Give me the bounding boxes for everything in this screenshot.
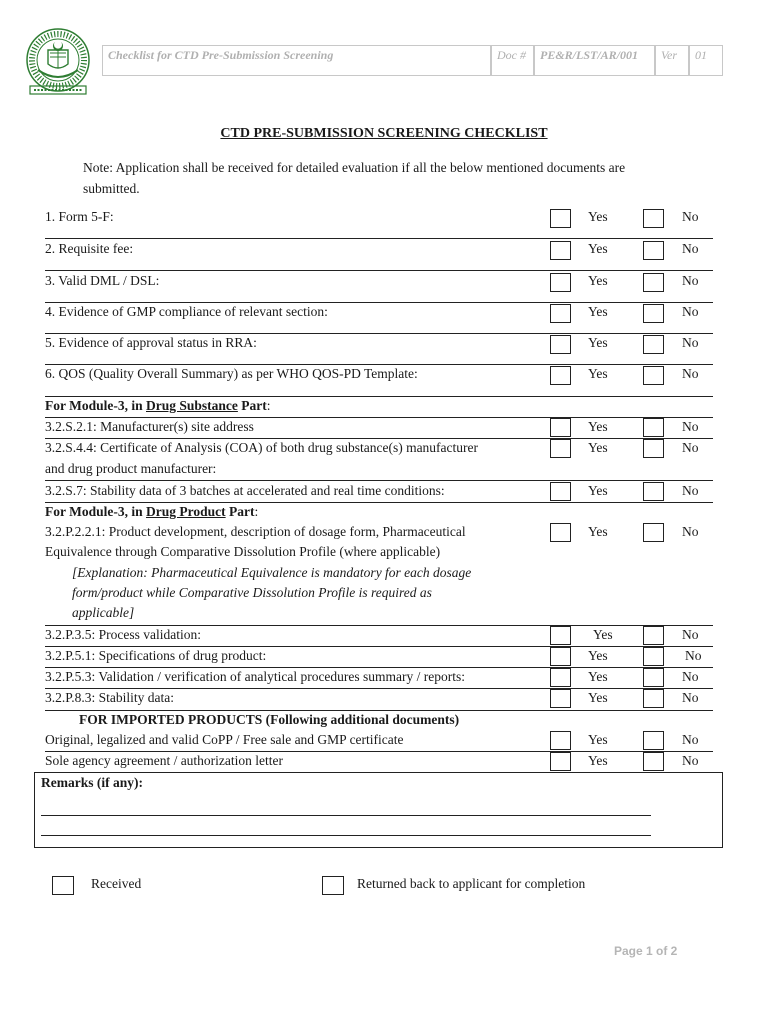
header-doc-label: Doc #: [491, 45, 534, 76]
yes-label: Yes: [588, 209, 608, 224]
no-label: No: [682, 419, 699, 434]
checklist-row: [45, 364, 713, 397]
yes-checkbox[interactable]: [550, 647, 571, 666]
yes-checkbox[interactable]: [550, 209, 571, 228]
section-heading-imported-products: FOR IMPORTED PRODUCTS (Following additional documents): [79, 712, 460, 727]
checklist-row: [45, 667, 713, 689]
checklist-row: [45, 522, 713, 626]
no-label: No: [682, 669, 699, 684]
no-checkbox[interactable]: [643, 689, 664, 708]
no-checkbox[interactable]: [643, 668, 664, 687]
no-label: No: [682, 690, 699, 705]
row-label: 3.2.S.7: Stability data of 3 batches at accelerated and real time conditions:: [45, 483, 445, 498]
explanation-text: form/product while Comparative Dissolution Profile is required as: [72, 585, 432, 600]
row-label: 3.2.S.2.1: Manufacturer(s) site address: [45, 419, 254, 434]
no-label: No: [682, 209, 699, 224]
no-label: No: [682, 732, 699, 747]
row-label: Original, legalized and valid CoPP / Free sale and GMP certificate: [45, 732, 404, 747]
row-label: 2. Requisite fee:: [45, 241, 134, 256]
page-number: Page 1 of 2: [614, 944, 678, 958]
no-label: No: [685, 648, 702, 663]
no-label: No: [682, 440, 699, 455]
returned-label: Returned back to applicant for completion: [357, 876, 586, 891]
remarks-label: Remarks (if any):: [41, 775, 143, 790]
no-checkbox[interactable]: [643, 335, 664, 354]
no-label: No: [682, 753, 699, 768]
yes-checkbox[interactable]: [550, 731, 571, 750]
yes-checkbox[interactable]: [550, 335, 571, 354]
no-checkbox[interactable]: [643, 626, 664, 645]
yes-checkbox[interactable]: [550, 668, 571, 687]
received-label: Received: [91, 876, 142, 891]
yes-label: Yes: [588, 335, 608, 350]
no-checkbox[interactable]: [643, 482, 664, 501]
row-label: Sole agency agreement / authorization letter: [45, 753, 284, 768]
yes-checkbox[interactable]: [550, 689, 571, 708]
yes-label: Yes: [588, 753, 608, 768]
no-checkbox[interactable]: [643, 731, 664, 750]
row-label: 3.2.P.8.3: Stability data:: [45, 690, 175, 705]
no-label: No: [682, 524, 699, 539]
row-label: 5. Evidence of approval status in RRA:: [45, 335, 257, 350]
explanation-text: applicable]: [72, 605, 135, 620]
row-label-continued: and drug product manufacturer:: [45, 461, 217, 476]
row-label: 4. Evidence of GMP compliance of relevant section:: [45, 304, 328, 319]
row-label: 6. QOS (Quality Overall Summary) as per WHO QOS-PD Template:: [45, 366, 418, 381]
yes-label: Yes: [588, 669, 608, 684]
no-checkbox[interactable]: [643, 273, 664, 292]
yes-checkbox[interactable]: [550, 482, 571, 501]
yes-label: Yes: [588, 440, 608, 455]
checklist-row: [45, 625, 713, 647]
checklist-row: [45, 480, 713, 503]
row-label: 3.2.S.4.4: Certificate of Analysis (COA) of both drug substance(s) manufacturer: [45, 440, 479, 455]
checklist-row: [45, 646, 713, 668]
section-heading-drug-product: For Module-3, in Drug Product Part:: [45, 504, 259, 519]
yes-checkbox[interactable]: [550, 304, 571, 323]
yes-checkbox[interactable]: [550, 523, 571, 542]
header-doc-title: Checklist for CTD Pre-Submission Screening: [102, 45, 491, 76]
page-title: CTD PRE-SUBMISSION SCREENING CHECKLIST: [220, 126, 548, 141]
yes-label: Yes: [588, 366, 608, 381]
checklist-row: [45, 688, 713, 711]
row-label: 1. Form 5-F:: [45, 209, 114, 224]
checklist-row: [45, 438, 713, 481]
yes-label: Yes: [588, 648, 608, 663]
remarks-line: [41, 835, 651, 836]
yes-checkbox[interactable]: [550, 273, 571, 292]
row-label-continued: Equivalence through Comparative Dissolution Profile (where applicable): [45, 544, 441, 559]
no-label: No: [682, 366, 699, 381]
row-label: 3.2.P.5.3: Validation / verification of analytical procedures summary / reports:: [45, 669, 466, 684]
intro-note: Note: Application shall be received for detailed evaluation if all the below mentioned documents are submitted.: [83, 160, 626, 196]
no-checkbox[interactable]: [643, 241, 664, 260]
yes-checkbox[interactable]: [550, 418, 571, 437]
no-label: No: [682, 335, 699, 350]
remarks-box[interactable]: [34, 772, 723, 848]
header-ver-label: Ver: [655, 45, 689, 76]
yes-label: Yes: [588, 732, 608, 747]
no-checkbox[interactable]: [643, 439, 664, 458]
yes-label: Yes: [588, 483, 608, 498]
yes-label: Yes: [588, 241, 608, 256]
header-ver-value: 01: [689, 45, 723, 76]
row-label: 3. Valid DML / DSL:: [45, 273, 160, 288]
yes-checkbox[interactable]: [550, 626, 571, 645]
no-label: No: [682, 627, 699, 642]
no-label: No: [682, 273, 699, 288]
checklist-row: [45, 270, 713, 303]
checklist-row: [45, 238, 713, 271]
row-label: 3.2.P.2.2.1: Product development, description of dosage form, Pharmaceutical: [45, 524, 466, 539]
no-checkbox[interactable]: [643, 752, 664, 771]
no-checkbox[interactable]: [643, 366, 664, 385]
yes-label: Yes: [593, 627, 613, 642]
checklist-row: [45, 417, 713, 439]
no-checkbox[interactable]: [643, 418, 664, 437]
yes-label: Yes: [588, 419, 608, 434]
no-checkbox[interactable]: [643, 647, 664, 666]
checklist-row: [45, 751, 713, 773]
yes-label: Yes: [588, 524, 608, 539]
checklist-row: [45, 302, 713, 334]
yes-checkbox[interactable]: [550, 241, 571, 260]
received-checkbox[interactable]: [52, 876, 74, 895]
row-label: 3.2.P.5.1: Specifications of drug product:: [45, 648, 267, 663]
no-checkbox[interactable]: [643, 209, 664, 228]
no-checkbox[interactable]: [643, 523, 664, 542]
yes-checkbox[interactable]: [550, 439, 571, 458]
row-label: 3.2.P.3.5: Process validation:: [45, 627, 201, 642]
explanation-text: [Explanation: Pharmaceutical Equivalence is mandatory for each dosage: [72, 565, 472, 580]
no-checkbox[interactable]: [643, 304, 664, 323]
no-label: No: [682, 304, 699, 319]
checklist-row: [45, 333, 713, 365]
checklist-row: [45, 730, 713, 752]
no-label: No: [682, 483, 699, 498]
yes-label: Yes: [588, 273, 608, 288]
yes-label: Yes: [588, 304, 608, 319]
yes-checkbox[interactable]: [550, 752, 571, 771]
yes-label: Yes: [588, 690, 608, 705]
header-doc-code: PE&R/LST/AR/001: [534, 45, 655, 76]
checklist-row: [45, 207, 713, 239]
no-label: No: [682, 241, 699, 256]
yes-checkbox[interactable]: [550, 366, 571, 385]
remarks-line: [41, 815, 651, 816]
returned-checkbox[interactable]: [322, 876, 344, 895]
section-heading-drug-substance: For Module-3, in Drug Substance Part:: [45, 396, 713, 418]
authority-seal-logo: [22, 26, 94, 98]
